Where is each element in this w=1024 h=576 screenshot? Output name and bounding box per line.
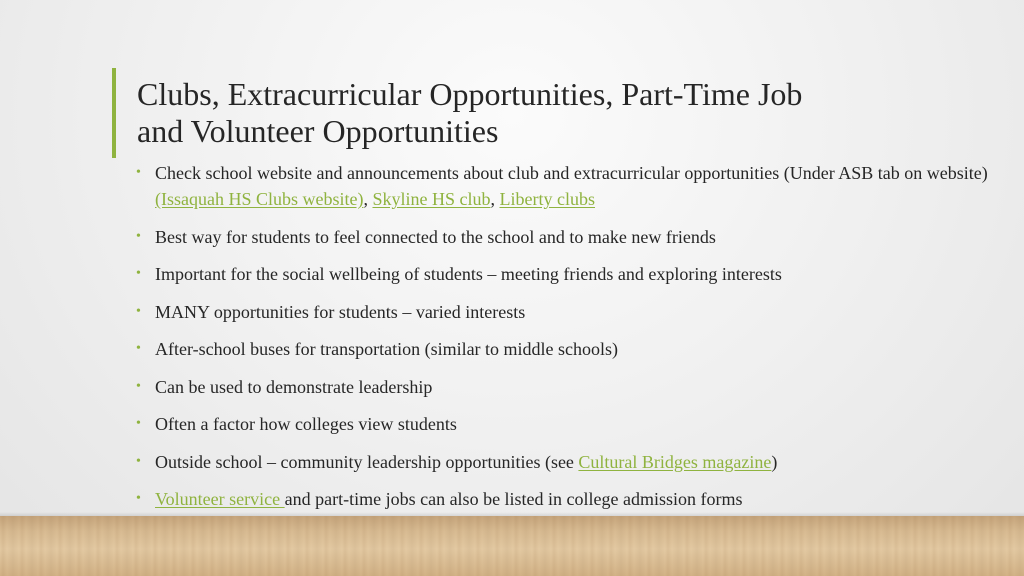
bullet-icon: •: [136, 303, 141, 319]
bullet-text: Best way for students to feel connected to the school and to make new friends: [155, 226, 716, 247]
bullet-text: Often a factor how colleges view students: [155, 414, 457, 434]
bullet-item-volunteer: [136, 486, 996, 512]
bullet-item-many-opportunities: [136, 299, 996, 325]
bullet-text: Can be used to demonstrate leadership: [155, 376, 433, 397]
bullet-icon: •: [136, 165, 141, 180]
bullet-item-school-website: [136, 160, 996, 212]
bullet-item-social-wellbeing: [136, 261, 996, 287]
bullet-text: MANY opportunities for students – varied interests: [155, 301, 526, 322]
bullet-item-buses: [136, 336, 996, 362]
bullet-text: and part-time jobs can also be listed in college admission forms: [284, 489, 743, 509]
bullet-icon: •: [136, 416, 141, 431]
bullet-icon: •: [136, 491, 141, 506]
separator: ,: [490, 189, 500, 209]
bullet-icon: •: [136, 228, 141, 244]
liberty-clubs-link[interactable]: Liberty clubs: [499, 189, 595, 209]
bullet-icon: •: [136, 266, 141, 281]
slide-title-line-2: and Volunteer Opportunities: [137, 113, 499, 149]
bullet-icon: •: [136, 341, 141, 356]
slide-title-line-1: Clubs, Extracurricular Opportunities, Part-Time Job: [137, 76, 803, 112]
bullet-text: After-school buses for transportation (similar to middle schools): [155, 339, 619, 359]
bullet-text: Outside school – community leadership opportunities (see: [155, 451, 579, 472]
bullet-item-outside-school: [136, 449, 996, 475]
bullet-list: [136, 160, 996, 524]
bullet-icon: •: [136, 453, 141, 469]
bullet-item-colleges: [136, 411, 996, 437]
title-accent-bar: [112, 68, 116, 158]
volunteer-service-link[interactable]: Volunteer service: [155, 489, 285, 509]
bullet-item-connected: [136, 224, 996, 250]
issaquah-clubs-link[interactable]: (Issaquah HS Clubs website): [155, 189, 364, 209]
bullet-text-end: ): [771, 451, 778, 472]
bullet-text: Check school website and announcements about club and extracurricular opportunities (Under ASB tab on website): [155, 163, 988, 183]
wood-floor-decoration: [0, 516, 1024, 576]
slide-title: [137, 76, 997, 150]
skyline-club-link[interactable]: Skyline HS club: [372, 189, 491, 209]
bullet-item-leadership: [136, 374, 996, 400]
cultural-bridges-link[interactable]: Cultural Bridges magazine: [578, 451, 772, 472]
separator: ,: [363, 189, 373, 209]
bullet-icon: •: [136, 378, 141, 394]
bullet-text: Important for the social wellbeing of students – meeting friends and exploring interests: [155, 264, 782, 284]
